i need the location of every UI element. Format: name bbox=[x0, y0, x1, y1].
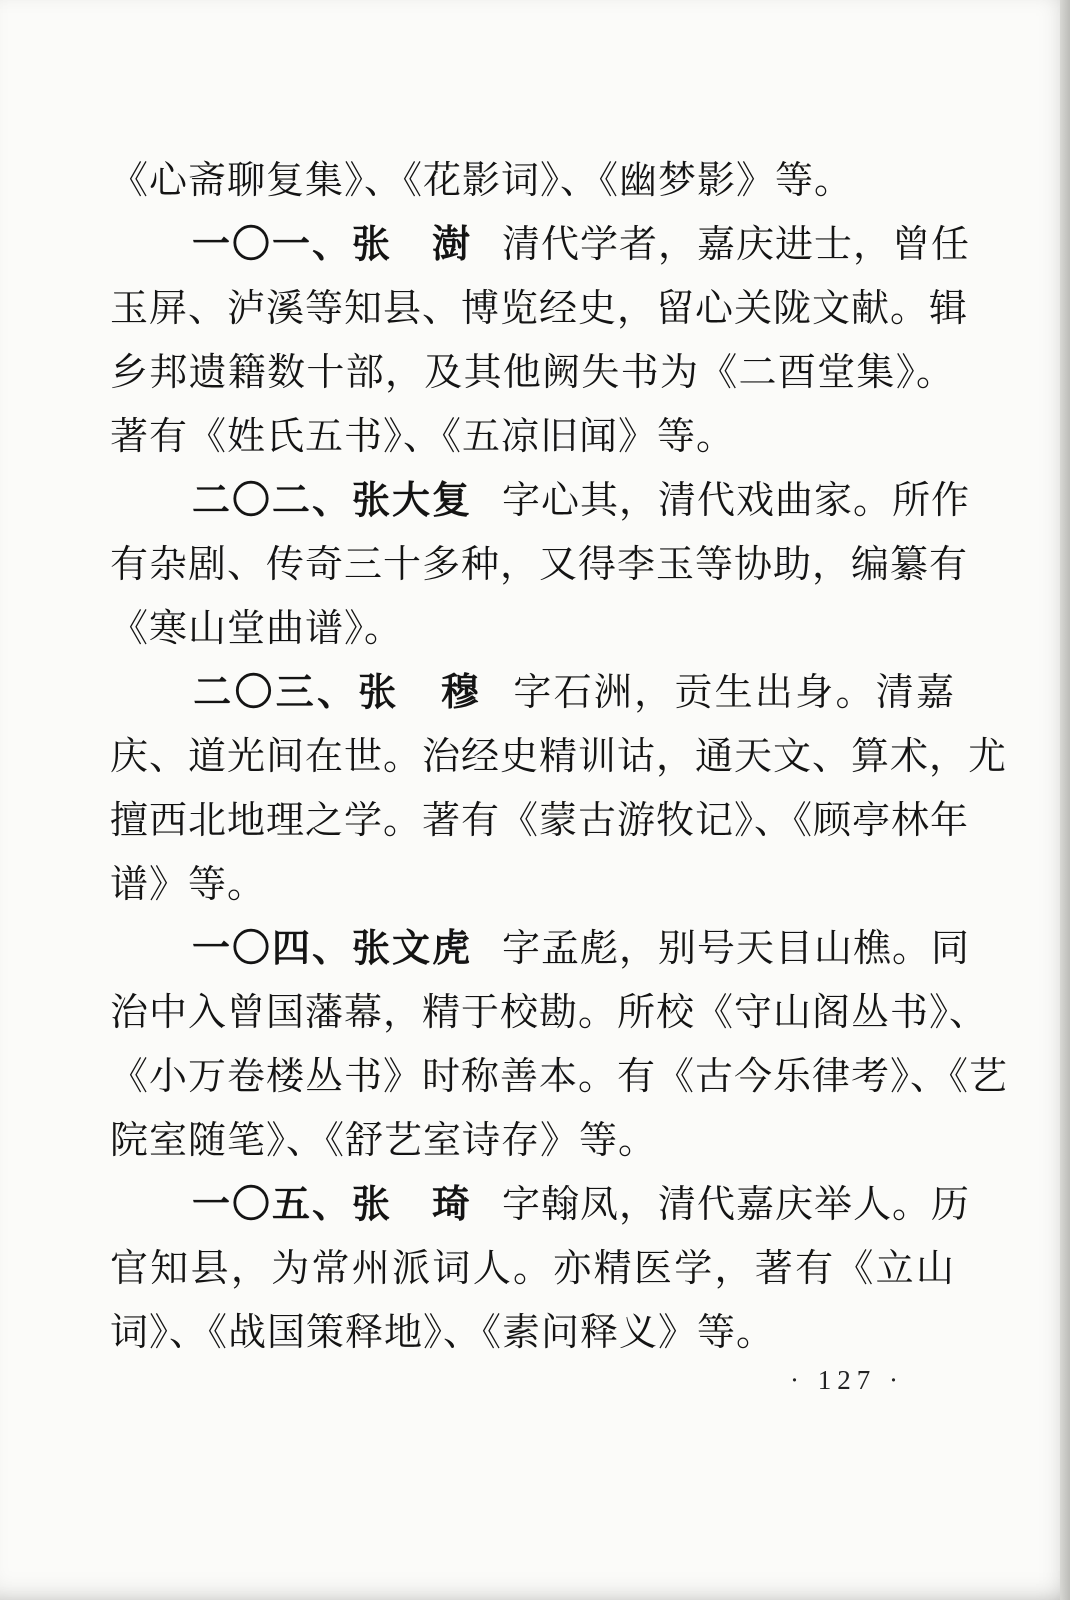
page-number: · 127 · bbox=[790, 1365, 904, 1395]
entry-first-line bbox=[110, 468, 971, 532]
text-line: 治中入曾国藩幕，精于校勘。所校《守山阁丛书》、 bbox=[110, 990, 989, 1034]
text-line: 官知县，为常州派词人。亦精医学，著有《立山 bbox=[110, 1246, 955, 1290]
entry-text: 清代学者，嘉庆进士，曾任 bbox=[502, 222, 971, 266]
entry-heading: 二〇二、张大复 bbox=[192, 478, 473, 522]
text-line: 谱》等。 bbox=[110, 862, 267, 906]
text-line: 词》、《战国策释地》、《素问释义》等。 bbox=[110, 1310, 776, 1354]
entry-heading: 一〇四、张文虎 bbox=[192, 926, 473, 970]
text-line: 有杂剧、传奇三十多种，又得李玉等协助，编纂有 bbox=[110, 542, 969, 586]
text-line: 《小万卷楼丛书》时称善本。有《古今乐律考》、《艺 bbox=[110, 1054, 1009, 1098]
entry-heading: 一〇一、张 澍 bbox=[192, 222, 473, 266]
entry-first-line bbox=[110, 1172, 971, 1236]
text-line: 著有《姓氏五书》、《五凉旧闻》等。 bbox=[110, 414, 736, 458]
entry-first-line bbox=[110, 660, 955, 724]
entry-text: 字孟彪，别号天目山樵。同 bbox=[502, 926, 971, 970]
entry-text: 字石洲，贡生出身。清嘉 bbox=[512, 670, 955, 714]
entry-first-line bbox=[110, 916, 971, 980]
text-line: 玉屏、泸溪等知县、博览经史，留心关陇文献。辑 bbox=[110, 286, 969, 330]
entry-heading: 一〇五、张 琦 bbox=[192, 1182, 473, 1226]
page-edge-shadow bbox=[1060, 0, 1070, 1600]
text-line: 乡邦遗籍数十部，及其他阙失书为《二酉堂集》。 bbox=[110, 350, 955, 394]
text-line: 《心斋聊复集》、《花影词》、《幽梦影》等。 bbox=[110, 158, 854, 202]
entry-text: 字翰凤，清代嘉庆举人。历 bbox=[502, 1182, 971, 1226]
text-line: 庆、道光间在世。治经史精训诂，通天文、算术，尤 bbox=[110, 734, 1008, 778]
entry-heading: 二〇三、张 穆 bbox=[192, 670, 483, 714]
entry-first-line bbox=[110, 212, 971, 276]
entry-text: 字心其，清代戏曲家。所作 bbox=[502, 478, 971, 522]
text-line: 擅西北地理之学。著有《蒙古游牧记》、《顾亭林年 bbox=[110, 798, 970, 842]
body-text bbox=[110, 148, 1009, 1364]
text-line: 院室随笔》、《舒艺室诗存》等。 bbox=[110, 1118, 658, 1162]
text-line: 《寒山堂曲谱》。 bbox=[110, 606, 404, 650]
